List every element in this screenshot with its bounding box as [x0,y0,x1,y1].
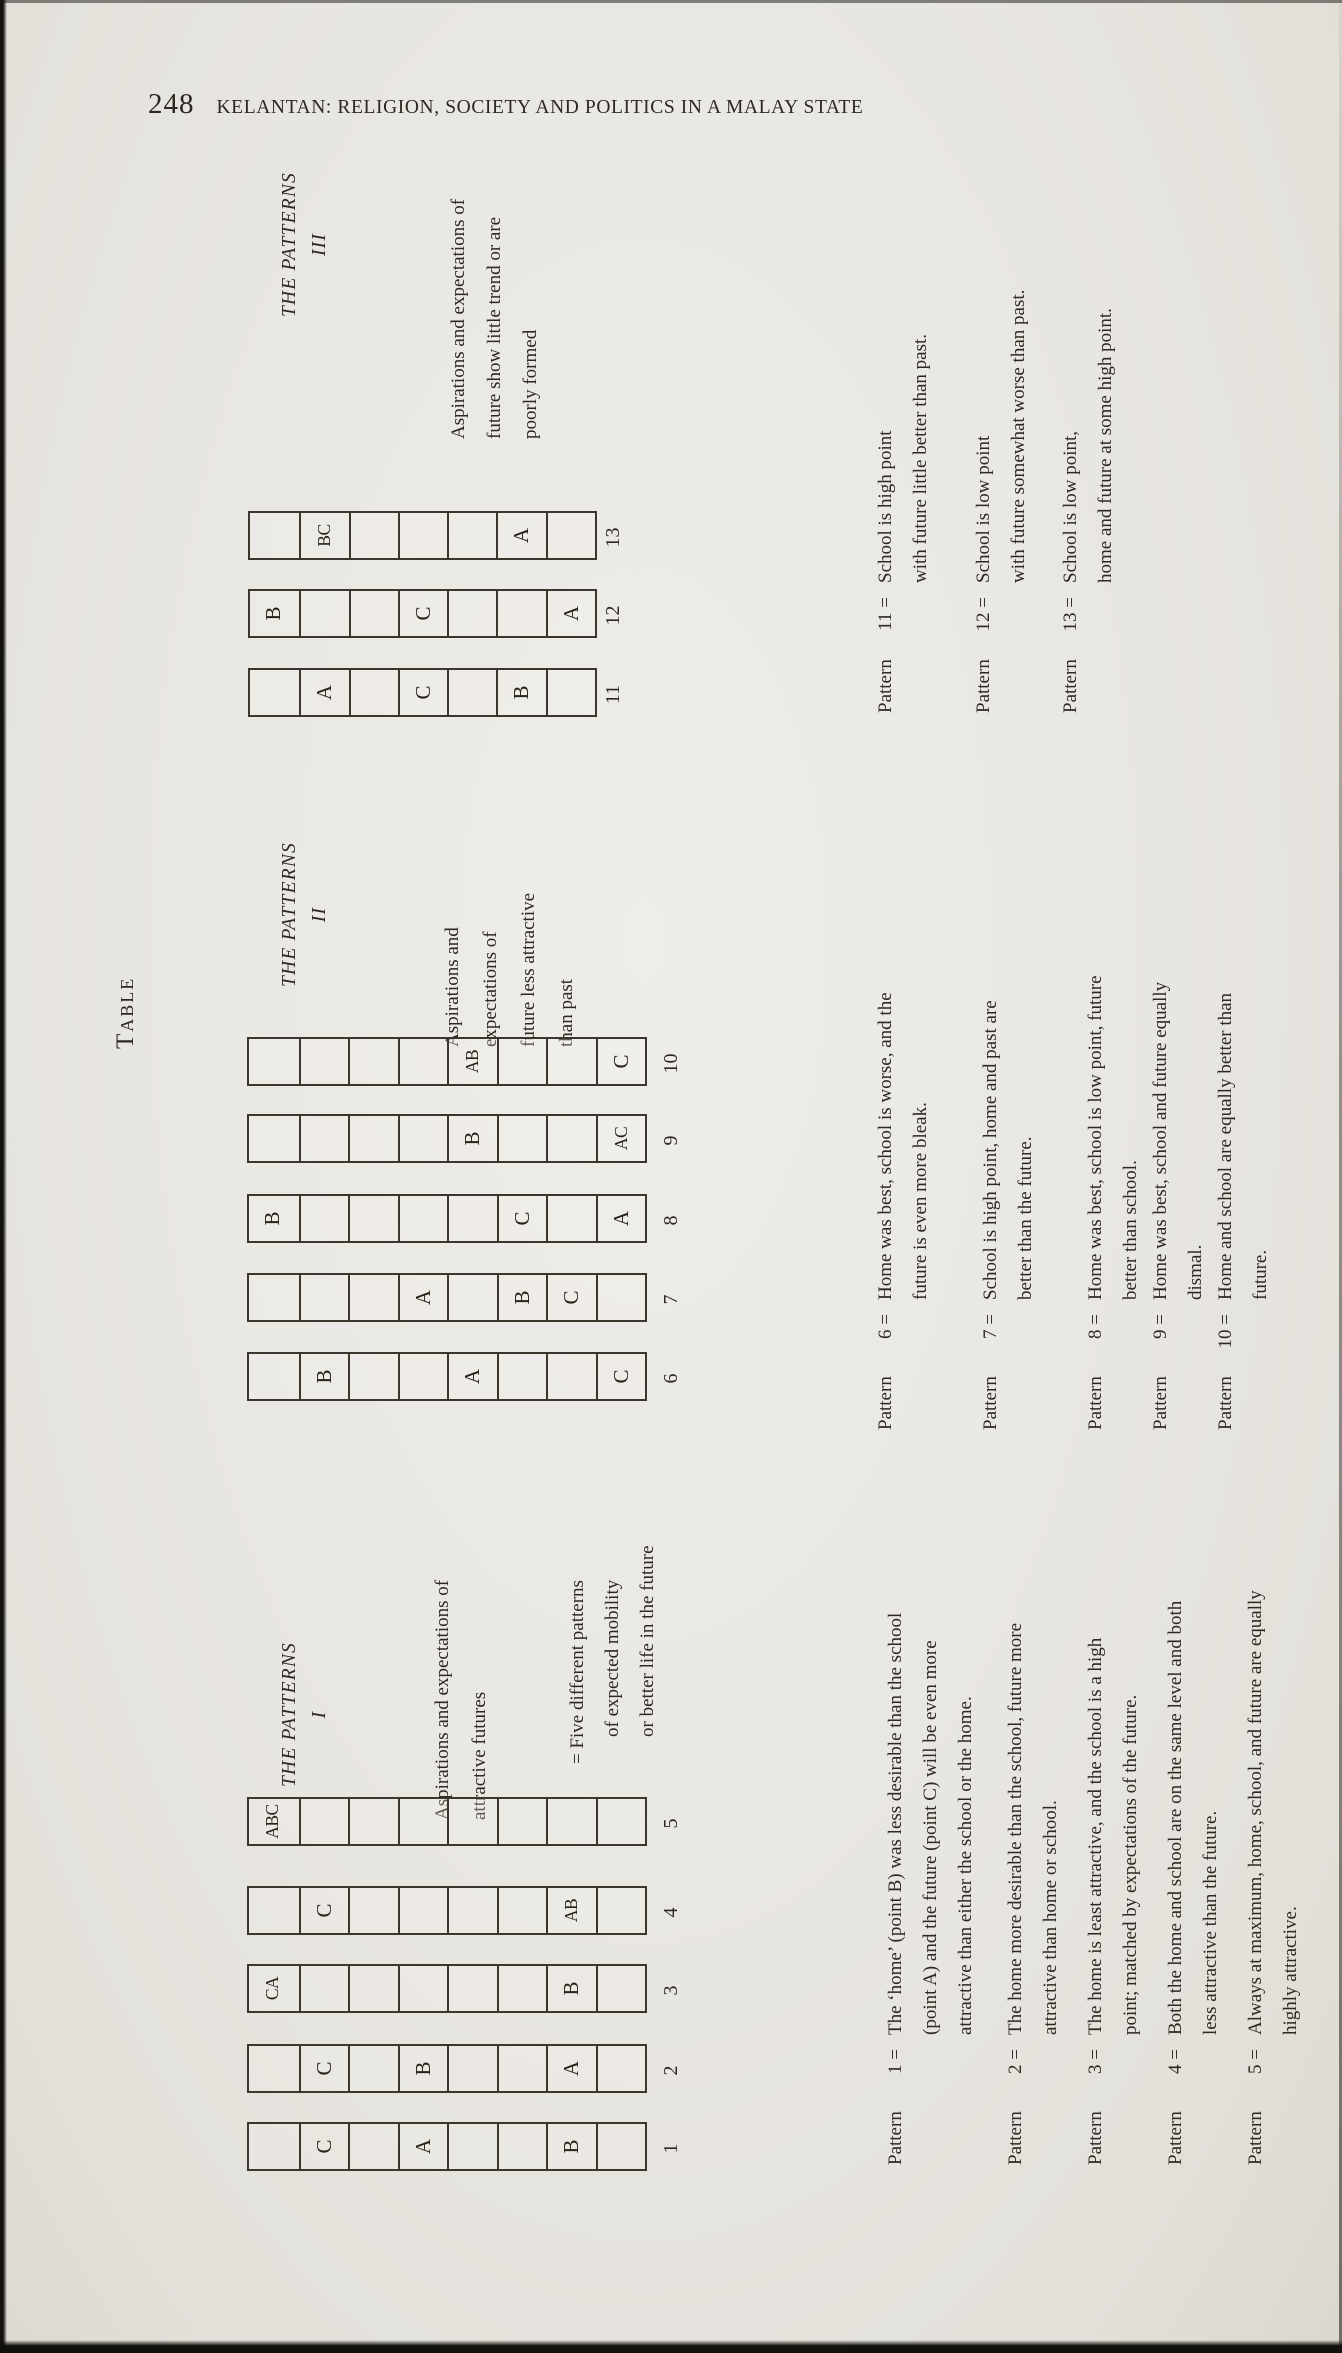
pattern-number: 7 [660,1294,682,1305]
pattern-label: Pattern 12 = [973,597,994,713]
grid-column-pattern-12 [248,589,597,638]
pattern-description-9 [1143,855,1213,1430]
grid-cell: A [546,2046,596,2091]
grid-cell [249,2046,299,2091]
grid-cell: C [398,670,447,715]
pattern-description-1 [878,1505,983,2165]
pattern-number: 11 [602,684,624,705]
intro-line: than past [556,978,577,1047]
grid-column-pattern-6 [247,1352,647,1401]
grid-cell [348,2046,398,2091]
grid-cell [546,670,595,715]
description-line: The home more desirable than the school, future more [1005,1622,1026,2035]
pattern-number: 10 [660,1053,682,1074]
scan-edge-bottom [0,2340,1342,2353]
pattern-description-3 [1078,1505,1148,2165]
grid-cell: BC [299,513,348,558]
grid-cell [249,1888,299,1933]
running-title: KELANTAN: RELIGION, SOCIETY AND POLITICS IN A MALAY STATE [216,97,864,118]
pattern-label: Pattern 5 = [1245,2049,1266,2165]
pattern-description-4 [1158,1505,1228,2165]
page-header [148,88,863,121]
grid-cell [447,2046,497,2091]
grid-cell [250,513,299,558]
grid-column-pattern-1 [247,2122,647,2171]
grid-cell: B [299,1354,349,1399]
grid-column-pattern-3 [247,1964,647,2013]
grid-cell: ABC [262,1804,282,1839]
grid-cell [596,1888,646,1933]
grid-column-pattern-8 [247,1194,647,1243]
section-heading-numeral: III [309,232,330,257]
description-line: future is even more bleak. [910,1102,931,1300]
grid-cell: B [497,1275,547,1320]
grid-cell [299,591,348,636]
description-line: Always at maximum, home, school, and future are equally [1245,1590,1266,2035]
description-line: home and future at some high point. [1095,308,1116,583]
grid-cell [398,1888,448,1933]
grid-cell [398,1039,448,1084]
grid-cell: B [496,670,545,715]
grid-cell: A [447,1354,497,1399]
grid-cell: A [546,591,595,636]
section-patterns-3-heading [276,157,333,332]
grid-cell [349,670,398,715]
grid-cell: C [546,1275,596,1320]
pattern-label: Pattern 7 = [980,1314,1001,1430]
grid-cell [497,1039,547,1084]
grid-cell [299,1966,349,2011]
pattern-number: 2 [660,2065,682,2076]
intro-line: Aspirations and expectations of [448,198,469,439]
grid-cell: AB [447,1039,497,1084]
grid-cell: A [398,2124,448,2169]
grid-cell [398,1354,448,1399]
grid-cell: A [299,670,348,715]
section-heading-numeral: I [309,1710,330,1719]
grid-cell [546,1039,596,1084]
section-patterns-1-intro [424,1580,498,1820]
pattern-number: 13 [602,527,624,548]
pattern-description-11 [868,135,938,713]
grid-cell [546,1799,596,1844]
grid-cell [348,1116,398,1161]
description-line: The ‘home’ (point B) was less desirable than the school [885,1612,906,2035]
grid-cell: C [497,1196,547,1241]
grid-cell [596,2124,646,2169]
grid-cell [546,513,595,558]
pattern-label: Pattern 1 = [885,2049,906,2165]
grid-cell [249,1039,299,1084]
intro-line: Aspirations and [442,927,463,1047]
grid-cell [497,1799,547,1844]
section-heading-text: THE PATTERNS [279,172,300,317]
grid-cell [299,1116,349,1161]
page-number: 248 [148,88,195,120]
legend-line: = Five different patterns [567,1580,588,1764]
section-patterns-2-heading [276,827,333,1002]
description-line: The home is least attractive, and the school is a high [1085,1637,1106,2035]
pattern-number: 4 [660,1907,682,1918]
description-line: School is low point, [1060,430,1081,583]
grid-cell: C [299,2124,349,2169]
grid-cell [497,1888,547,1933]
pattern-label: Pattern 4 = [1165,2049,1186,2165]
grid-cell [398,1196,448,1241]
grid-column-pattern-9 [247,1114,647,1163]
grid-cell [596,1275,646,1320]
pattern-description-8 [1078,855,1148,1430]
grid-cell [299,1196,349,1241]
grid-cell [348,1799,398,1844]
grid-cell [348,1196,398,1241]
grid-cell: C [299,1888,349,1933]
grid-column-pattern-4 [247,1886,647,1935]
section-heading-text: THE PATTERNS [279,842,300,987]
legend-line: or better life in the future [637,1545,658,1737]
grid-cell [348,1039,398,1084]
grid-cell: B [398,2046,448,2091]
intro-line: expectations of [480,931,501,1047]
grid-cell: B [447,1116,497,1161]
grid-cell [348,2124,398,2169]
description-line: highly attractive. [1280,1906,1301,2035]
grid-cell [398,1116,448,1161]
grid-cell: B [546,1966,596,2011]
intro-line: future show little trend or are [484,216,505,439]
grid-cell [349,513,398,558]
grid-cell [447,670,496,715]
section-patterns-1-heading [276,1627,333,1802]
description-line: Home was best, school is low point, future [1085,975,1106,1300]
section-patterns-3-intro [441,199,549,439]
grid-cell [497,2124,547,2169]
grid-cell: AC [596,1116,646,1161]
pattern-description-6 [868,855,938,1430]
description-line: School is high point, home and past are [980,1000,1001,1300]
description-line: Home was best, school is worse, and the [875,992,896,1300]
grid-cell: C [299,2046,349,2091]
grid-cell: CA [262,1976,282,2001]
grid-cell [497,2046,547,2091]
pattern-label: Pattern 9 = [1150,1314,1171,1430]
grid-cell [546,1116,596,1161]
description-line: Home was best, school and future equally [1150,981,1171,1300]
grid-cell [447,1799,497,1844]
description-line: attractive than either the school or the home. [955,1696,976,2035]
pattern-label: Pattern 8 = [1085,1314,1106,1430]
grid-column-pattern-7 [247,1273,647,1322]
grid-column-pattern-10 [247,1037,647,1086]
grid-cell [596,1966,646,2011]
grid-cell [348,1888,398,1933]
rotated-table [110,135,1320,2350]
description-line: (point A) and the future (point C) will be even more [920,1640,941,2035]
grid-cell [398,1799,448,1844]
grid-cell [250,670,299,715]
table-title: Table [112,976,139,1049]
section-heading-text: THE PATTERNS [279,1642,300,1787]
pattern-number: 12 [602,605,624,626]
description-line: School is low point [973,435,994,583]
grid-cell [348,1966,398,2011]
description-line: Home and school are equally better than [1215,992,1236,1300]
grid-column-pattern-2 [247,2044,647,2093]
grid-cell [249,1354,299,1399]
scan-edge-left [0,0,7,2353]
pattern-label: Pattern 3 = [1085,2049,1106,2165]
pattern-description-2 [998,1505,1068,2165]
description-line: dismal. [1185,1244,1206,1300]
description-line: with future little better than past. [910,333,931,583]
grid-cell: B [261,606,285,621]
grid-cell [299,1275,349,1320]
grid-cell: C [596,1354,646,1399]
pattern-number: 3 [660,1985,682,1996]
grid-cell [596,1799,646,1844]
grid-cell [546,1354,596,1399]
grid-cell: C [596,1039,646,1084]
grid-cell [349,591,398,636]
scan-edge-top [0,0,1342,3]
pattern-description-5 [1238,1505,1308,2165]
legend-line: of expected mobility [602,1579,623,1737]
section-patterns-2-intro [434,893,586,1047]
intro-line: poorly formed [520,329,541,439]
grid-cell: A [398,1275,448,1320]
grid-cell [249,1275,299,1320]
grid-cell [447,1196,497,1241]
pattern-number: 5 [660,1818,682,1829]
grid-cell [497,1116,547,1161]
grid-column-pattern-11 [248,668,597,717]
description-line: less attractive than the future. [1200,1810,1221,2035]
grid-cell [546,1196,596,1241]
pattern-description-13 [1053,135,1123,713]
grid-cell [447,1275,497,1320]
pattern-number: 9 [660,1135,682,1146]
grid-cell [398,1966,448,2011]
pattern-description-10 [1208,855,1278,1430]
grid-column-pattern-5 [247,1797,647,1846]
pattern-description-7 [973,855,1043,1430]
pattern-number: 1 [660,2143,682,2154]
grid-column-pattern-13 [248,511,597,560]
grid-cell [249,1116,299,1161]
pattern-number: 8 [660,1215,682,1226]
description-line: with future somewhat worse than past. [1008,289,1029,583]
grid-cell: B [260,1211,284,1226]
pattern-label: Pattern 13 = [1060,597,1081,713]
grid-cell [447,2124,497,2169]
description-line: Both the home and school are on the same level and both [1165,1600,1186,2035]
grid-cell [497,1354,547,1399]
description-line: attractive than home or school. [1040,1800,1061,2035]
grid-cell: A [496,513,545,558]
grid-cell [596,2046,646,2091]
grid-cell [496,591,545,636]
grid-cell: A [596,1196,646,1241]
description-line: future. [1250,1249,1271,1300]
grid-cell [447,591,496,636]
section-patterns-1-legend [560,1545,665,1764]
description-line: better than school. [1120,1160,1141,1300]
grid-cell [348,1354,398,1399]
grid-cell [299,1039,349,1084]
description-line: School is high point [875,430,896,583]
grid-cell [497,1966,547,2011]
grid-cell [447,513,496,558]
pattern-label: Pattern 6 = [875,1314,896,1430]
grid-cell [249,2124,299,2169]
grid-cell [299,1799,349,1844]
grid-cell [447,1888,497,1933]
pattern-label: Pattern 11 = [875,597,896,713]
pattern-label: Pattern 10 = [1215,1314,1236,1430]
grid-cell: C [398,591,447,636]
description-line: point; matched by expectations of the future. [1120,1694,1141,2035]
grid-cell: AB [546,1888,596,1933]
pattern-number: 6 [660,1373,682,1384]
section-heading-numeral: II [309,906,330,923]
intro-line: attractive futures [469,1691,490,1820]
intro-line: Aspirations and expectations of [432,1579,453,1820]
grid-cell [398,513,447,558]
intro-line: future less attractive [518,892,539,1047]
pattern-label: Pattern 2 = [1005,2049,1026,2165]
pattern-description-12 [966,135,1036,713]
grid-cell [447,1966,497,2011]
grid-cell: B [546,2124,596,2169]
description-line: better than the future. [1015,1136,1036,1300]
grid-cell [348,1275,398,1320]
